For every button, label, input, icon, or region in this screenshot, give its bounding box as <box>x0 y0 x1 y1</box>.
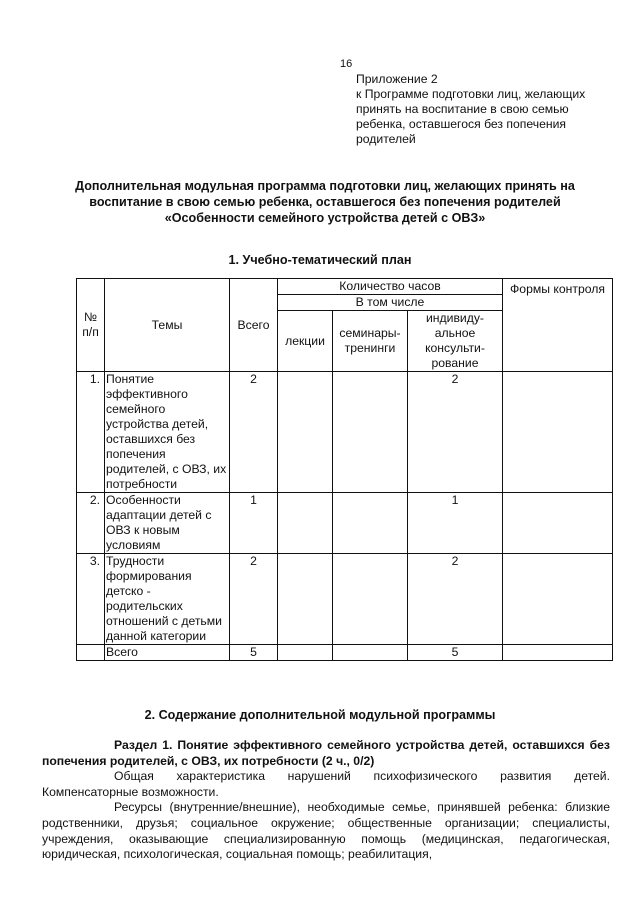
row-individual: 1 <box>408 493 503 554</box>
header-seminars: семинары-тренинги <box>333 311 408 372</box>
row-num: 2. <box>77 493 105 554</box>
title-line: воспитание в свою семью ребенка, оставшегося без попечения родителей <box>89 195 561 209</box>
appendix-block <box>356 72 616 147</box>
appendix-line: принять на воспитание в свою семью <box>356 102 569 116</box>
row-total: 2 <box>230 372 278 493</box>
row-total: 2 <box>230 554 278 645</box>
total-label: Всего <box>105 645 230 661</box>
table-row <box>77 372 613 493</box>
table-total-row <box>77 645 613 661</box>
title-line: Дополнительная модульная программа подготовки лиц, желающих принять на <box>75 179 575 193</box>
page-number: 16 <box>340 58 353 70</box>
row-lectures <box>278 493 333 554</box>
appendix-line: Приложение 2 <box>356 72 438 86</box>
table-header-row <box>77 279 613 295</box>
row-num: 3. <box>77 554 105 645</box>
row-lectures <box>278 554 333 645</box>
header-topics: Темы <box>105 279 230 372</box>
total-hours: 5 <box>230 645 278 661</box>
row-control <box>503 554 613 645</box>
row-control <box>503 493 613 554</box>
paragraph: Ресурсы (внутренние/внешние), необходимые семье, принявшей ребенка: близкие родственники, друзья; социальное окружение; общественные организации; специалисты, учреждения, оказывающие специализированную помощь (медицинская, педагогическая, юридическая, психологическая, социальная помощь; реабилитация, <box>42 800 610 862</box>
header-total: Всего <box>230 279 278 372</box>
table-row <box>77 554 613 645</box>
row-topic: Трудности формирования детско - родительских отношений с детьми данной категории <box>105 554 230 645</box>
row-topic: Понятие эффективного семейного устройства детей, оставшихся без попечения родителей, с ОВЗ, их потребности <box>105 372 230 493</box>
section-body <box>42 738 610 863</box>
section2-heading: 2. Содержание дополнительной модульной программы <box>144 708 496 722</box>
appendix-line: ребенка, оставшегося без попечения <box>356 117 567 131</box>
appendix-line: родителей <box>356 132 416 146</box>
row-individual: 2 <box>408 372 503 493</box>
header-individual: индивиду-альное консульти-рование <box>408 311 503 372</box>
section1-heading: 1. Учебно-тематический план <box>228 253 412 267</box>
header-num: № п/п <box>77 279 105 372</box>
row-seminars <box>333 493 408 554</box>
row-seminars <box>333 372 408 493</box>
header-lectures: лекции <box>278 311 333 372</box>
row-total: 1 <box>230 493 278 554</box>
row-topic: Особенности адаптации детей с ОВЗ к новым условиям <box>105 493 230 554</box>
document-title <box>40 178 610 226</box>
total-individual: 5 <box>408 645 503 661</box>
section-intro: Раздел 1. Понятие эффективного семейного устройства детей, оставшихся без попечения родителей, с ОВЗ, их потребности (2 ч., 0/2) <box>42 738 610 768</box>
header-including: В том числе <box>278 295 503 311</box>
study-plan-table <box>76 278 613 661</box>
paragraph: Общая характеристика нарушений психофизического развития детей. Компенсаторные возможности. <box>42 769 610 799</box>
row-individual: 2 <box>408 554 503 645</box>
row-num: 1. <box>77 372 105 493</box>
row-control <box>503 372 613 493</box>
appendix-line: к Программе подготовки лиц, желающих <box>356 87 586 101</box>
row-lectures <box>278 372 333 493</box>
header-hours: Количество часов <box>278 279 503 295</box>
table-row <box>77 493 613 554</box>
header-control: Формы контроля <box>503 279 613 372</box>
title-line: «Особенности семейного устройства детей с ОВЗ» <box>164 211 486 225</box>
row-seminars <box>333 554 408 645</box>
